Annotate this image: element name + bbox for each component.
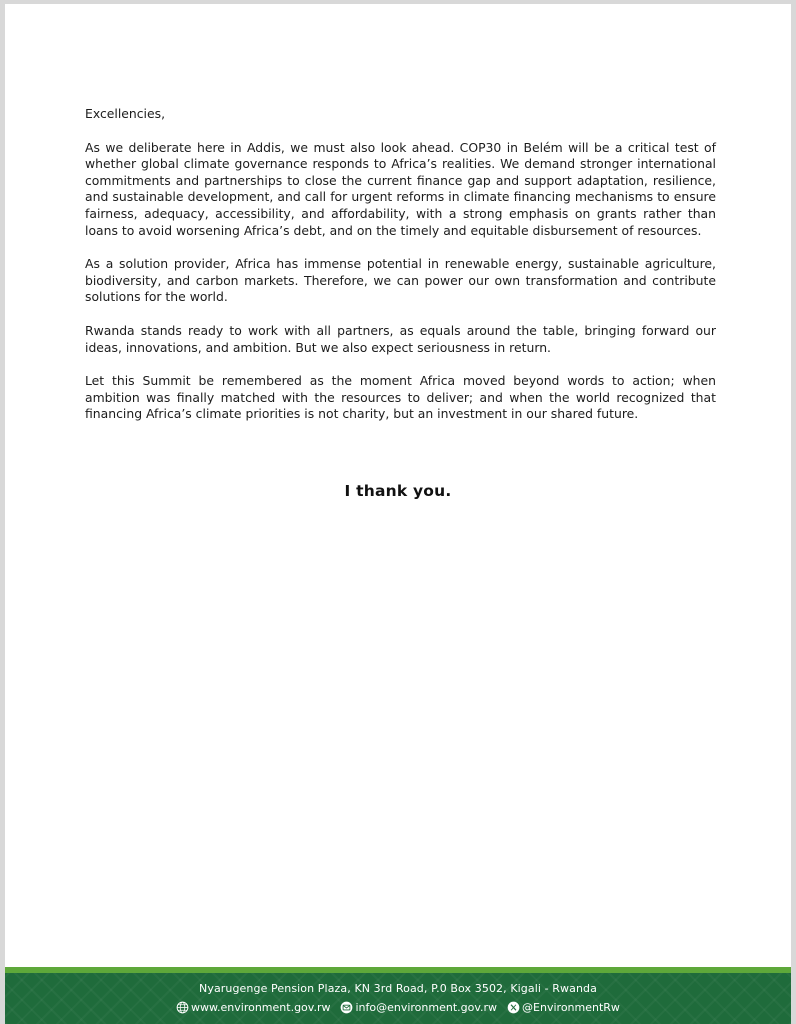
paragraph-solution-provider: As a solution provider, Africa has immense potential in renewable energy, sustainable agriculture, biodiversity, and carbon markets. Therefore, we can power our own transformation and contribute solutions for the world.	[85, 256, 716, 305]
salutation: Excellencies,	[85, 106, 166, 121]
paragraph-cop30: As we deliberate here in Addis, we must also look ahead. COP30 in Belém will be a critical test of whether global climate governance responds to Africa’s realities. We demand stronger international commitments and partnerships to close the current finance gap and support adaptation, resilience, and sustainable development, and call for urgent reforms in climate financing mechanisms to ensure fairness, adequacy, accessibility, and affordability, with a strong emphasis on grants rather than loans to avoid worsening Africa’s debt, and on the timely and equitable disbursement of resources.	[85, 139, 716, 238]
x-logo-icon	[507, 1001, 520, 1014]
footer-email[interactable]	[340, 1001, 497, 1014]
footer-social[interactable]	[507, 1001, 620, 1014]
footer-contacts	[5, 1001, 791, 1014]
social-handle: @EnvironmentRw	[522, 1001, 620, 1014]
letter-body	[85, 106, 716, 440]
closing-thank-you: I thank you.	[344, 482, 452, 500]
footer-address: Nyarugenge Pension Plaza, KN 3rd Road, P.0 Box 3502, Kigali - Rwanda	[199, 982, 597, 995]
footer-website[interactable]	[176, 1001, 330, 1014]
email-icon	[340, 1001, 353, 1014]
website-text: www.environment.gov.rw	[191, 1001, 331, 1014]
paragraph-rwanda-ready: Rwanda stands ready to work with all partners, as equals around the table, bringing forward our ideas, innovations, and ambition. But we also expect seriousness in return.	[85, 322, 716, 355]
globe-icon	[176, 1001, 189, 1014]
letterhead-footer	[5, 973, 791, 1024]
paragraph-summit: Let this Summit be remembered as the moment Africa moved beyond words to action; when ambition was finally matched with the resources to deliver; and when the world recognized that financing Africa’s climate priorities is not charity, but an investment in our shared future.	[85, 373, 716, 422]
document-page	[5, 4, 791, 1024]
email-text: info@environment.gov.rw	[355, 1001, 498, 1014]
